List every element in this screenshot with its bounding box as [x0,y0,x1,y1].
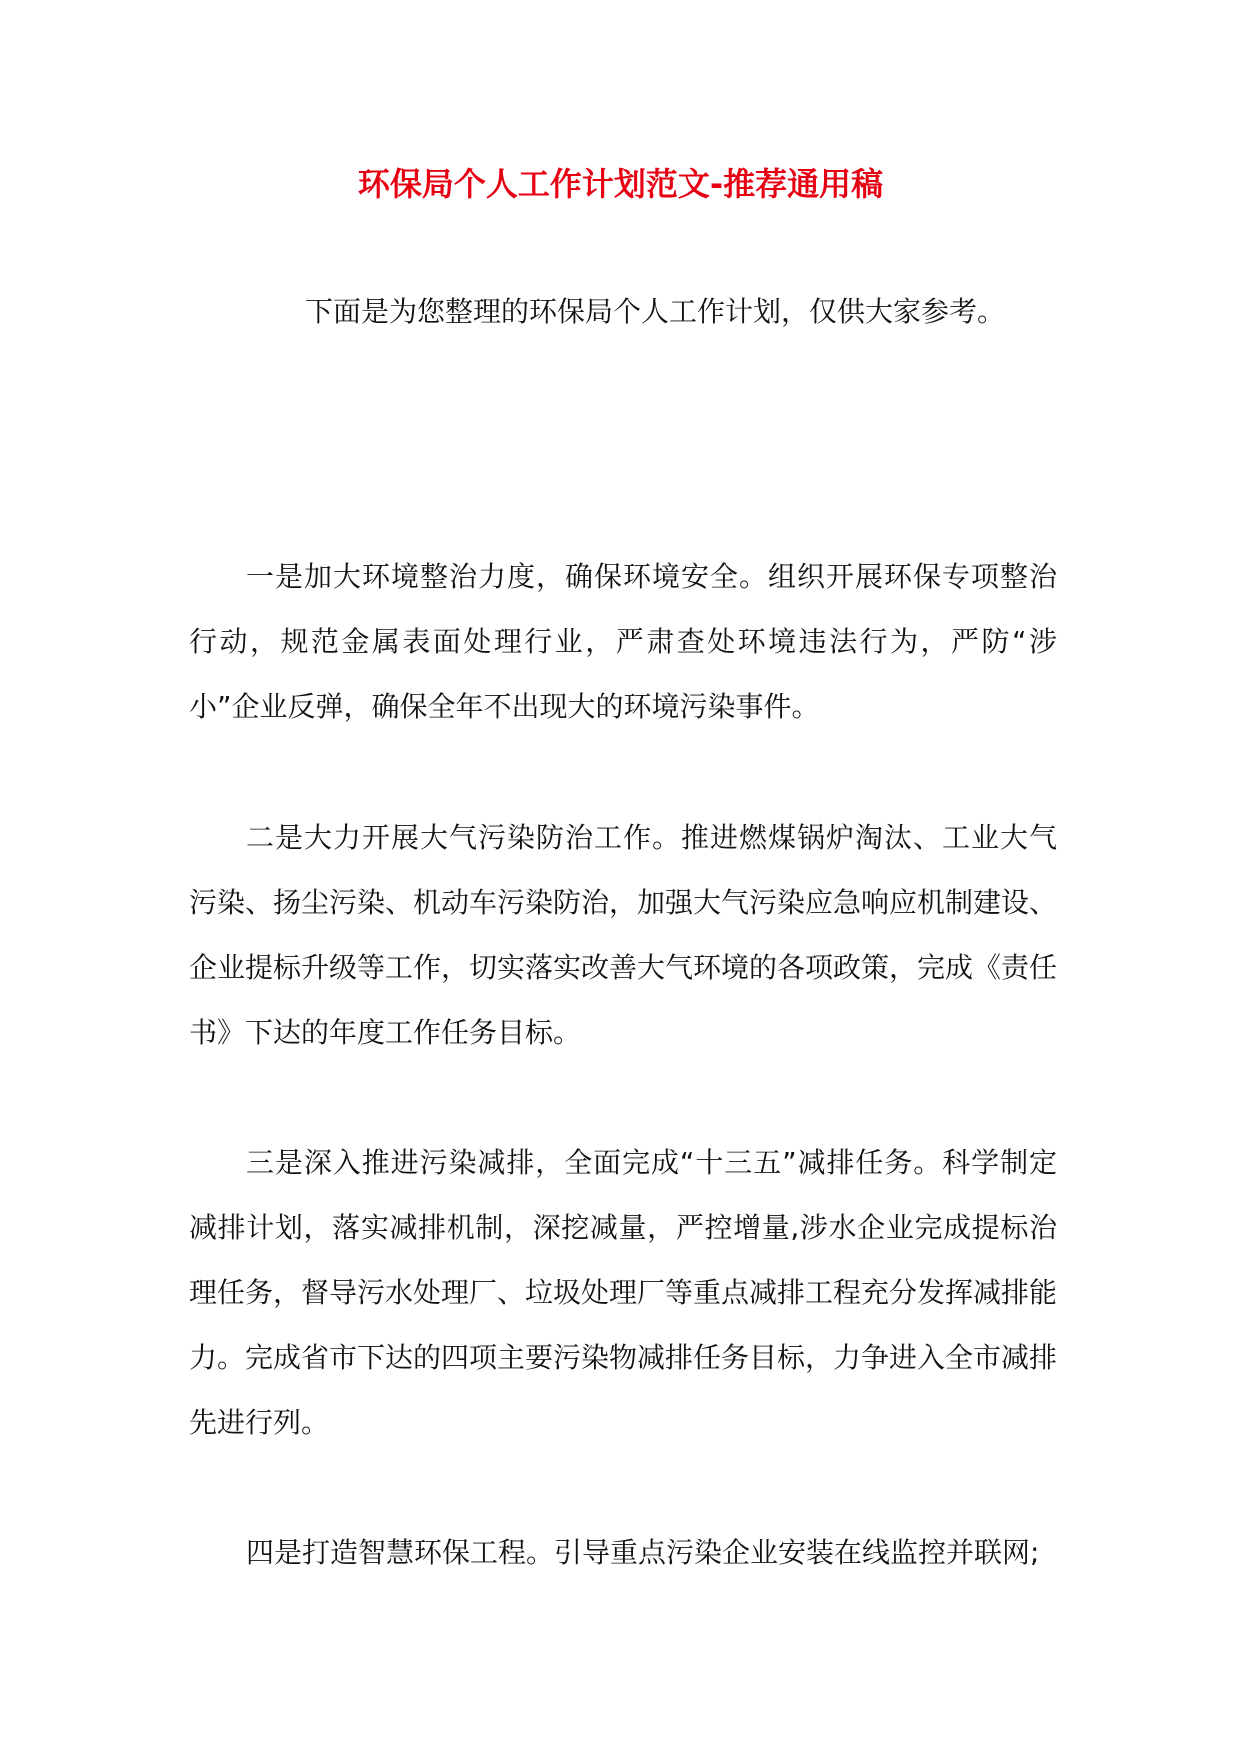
paragraph-4: 四是打造智慧环保工程。引导重点污染企业安装在线监控并联网; [246,1536,1040,1569]
document-title: 环保局个人工作计划范文-推荐通用稿 [357,165,884,203]
intro-line: 下面是为您整理的环保局个人工作计划，仅供大家参考。 [305,295,1006,328]
paragraph-2: 二是大力开展大气污染防治工作。推进燃煤锅炉淘汰、工业大气污染、扬尘污染、机动车污染防治，加强大气污染应急响应机制建设、企业提标升级等工作，切实落实改善大气环境的各项政策，完成《责任书》下达的年度工作任务目标。 [189,821,1058,1049]
paragraph-3: 三是深入推进污染减排，全面完成“十三五”减排任务。科学制定减排计划，落实减排机制，深挖减量，严控增量,涉水企业完成提标治理任务，督导污水处理厂、垃圾处理厂等重点减排工程充分发挥减排能力。完成省市下达的四项主要污染物减排任务目标，力争进入全市减排先进行列。 [189,1146,1058,1439]
paragraph-1: 一是加大环境整治力度，确保环境安全。组织开展环保专项整治行动，规范金属表面处理行业，严肃查处环境违法行为，严防“涉小”企业反弹，确保全年不出现大的环境污染事件。 [189,560,1057,723]
